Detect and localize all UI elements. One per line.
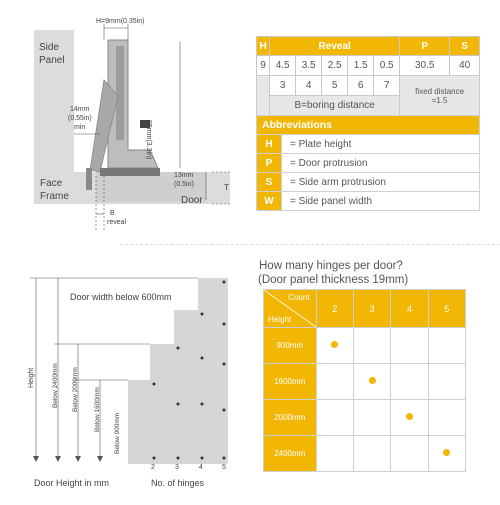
reveal-table	[256, 36, 480, 116]
height-label: Height	[268, 315, 291, 324]
b-label: B	[110, 210, 115, 217]
reveal-value: 0.5	[374, 56, 400, 76]
below-1600-label: Below 1600mm	[94, 387, 101, 432]
grid-cell	[391, 364, 428, 400]
abbr-key: H	[257, 135, 282, 154]
dim-13mm-b: (0.5in)	[174, 181, 194, 188]
face-label: Face	[40, 178, 62, 189]
hinge-dot	[369, 377, 376, 384]
hinges-axis-label: No. of hinges	[151, 478, 204, 488]
dim-14mm-a: 14mm	[70, 106, 89, 113]
x-tick: 2	[151, 464, 155, 471]
dim-13mm-a: 13mm	[174, 172, 193, 179]
grid-cell	[316, 436, 353, 472]
b-reveal-label: reveal	[107, 219, 126, 226]
grid-cell	[428, 436, 465, 472]
abbr-key: W	[257, 192, 282, 211]
abbr-key: S	[257, 173, 282, 192]
abbr-value: = Door protrusion	[282, 154, 480, 173]
below-900-label: Below 900mm	[114, 413, 121, 454]
fixed-distance-cell	[400, 76, 480, 116]
grid-cell	[391, 436, 428, 472]
grid-cell	[353, 364, 390, 400]
count-header: 3	[353, 290, 390, 328]
reveal-value: 2.5	[322, 56, 348, 76]
door-height-chart	[0, 260, 245, 500]
reveal-header-p: P	[400, 37, 450, 56]
abbreviations-table	[256, 115, 480, 211]
grid-cell	[316, 400, 353, 436]
reveal-header-s: S	[450, 37, 480, 56]
grid-cell	[428, 400, 465, 436]
count-label: Count	[288, 293, 309, 302]
door-width-note: Door width below 600mm	[70, 292, 172, 302]
dim-85mm: 85mm(3.3in)	[145, 120, 152, 159]
grid-cell	[353, 400, 390, 436]
dim-14mm-b: (0.55in)	[68, 115, 92, 122]
grid-cell	[353, 328, 390, 364]
h-dimension: H=9mm(0.35in)	[96, 18, 144, 25]
reveal-grey-cell	[257, 76, 270, 116]
hinge-dot	[331, 341, 338, 348]
boring-caption: B=boring distance	[270, 96, 400, 116]
t-label: T	[224, 183, 229, 192]
below-2400-label: Below 2400mm	[52, 363, 59, 408]
count-header: 2	[316, 290, 353, 328]
door-height-label: Door Height in mm	[34, 478, 109, 488]
door-label: Door	[181, 195, 203, 206]
x-tick: 4	[199, 464, 203, 471]
height-row-label: 900mm	[264, 328, 317, 364]
reveal-header-h: H	[257, 37, 270, 56]
count-height-corner	[264, 290, 317, 328]
x-tick: 5	[222, 464, 226, 471]
boring-value: 4	[296, 76, 322, 96]
height-axis-label: Height	[28, 368, 35, 388]
height-row-label: 1600mm	[264, 364, 317, 400]
reveal-value: 3.5	[296, 56, 322, 76]
boring-value: 7	[374, 76, 400, 96]
count-header: 4	[391, 290, 428, 328]
hinge-drawing	[0, 0, 240, 240]
abbreviations-title: Abbreviations	[257, 116, 480, 135]
grid-cell	[316, 364, 353, 400]
grid-title: How many hinges per door?	[259, 260, 403, 272]
boring-value: 3	[270, 76, 296, 96]
side-label-1: Side	[39, 42, 59, 53]
abbr-value: = Side arm protrusion	[282, 173, 480, 192]
reveal-h-value: 9	[257, 56, 270, 76]
reveal-value: 4.5	[270, 56, 296, 76]
fixed-distance-value: =1.5	[400, 96, 479, 105]
x-tick: 3	[175, 464, 179, 471]
boring-value: 6	[348, 76, 374, 96]
grid-cell	[353, 436, 390, 472]
hinge-count-grid	[263, 289, 466, 472]
dim-14mm-c: min	[74, 124, 85, 131]
reveal-value: 1.5	[348, 56, 374, 76]
height-row-label: 2000mm	[264, 400, 317, 436]
count-header: 5	[428, 290, 465, 328]
abbr-value: = Plate height	[282, 135, 480, 154]
hinge-diagram	[0, 0, 240, 240]
hinge-dot	[443, 449, 450, 456]
height-row-label: 2400mm	[264, 436, 317, 472]
frame-label: Frame	[40, 191, 69, 202]
panel-label: Panel	[39, 55, 65, 66]
section-divider	[120, 244, 500, 245]
reveal-s-value: 40	[450, 56, 480, 76]
grid-cell	[428, 328, 465, 364]
grid-cell	[391, 400, 428, 436]
below-2000-label: Below 2000mm	[72, 367, 79, 412]
abbr-key: P	[257, 154, 282, 173]
grid-cell	[316, 328, 353, 364]
abbr-value: = Side panel width	[282, 192, 480, 211]
hinge-dot	[406, 413, 413, 420]
grid-cell	[428, 364, 465, 400]
boring-value: 5	[322, 76, 348, 96]
reveal-p-value: 30.5	[400, 56, 450, 76]
reveal-header-reveal: Reveal	[270, 37, 400, 56]
fixed-distance-label: fixed distance	[400, 87, 479, 96]
grid-subtitle: (Door panel thickness 19mm)	[258, 274, 408, 286]
grid-cell	[391, 328, 428, 364]
